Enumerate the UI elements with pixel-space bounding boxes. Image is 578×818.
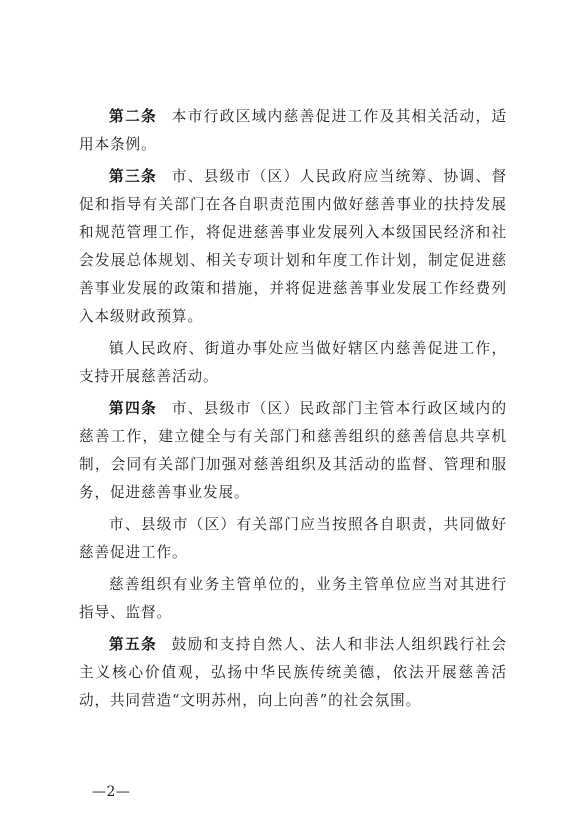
- article-text: 本市行政区域内慈善促进工作及其相关活动，适用本条例。: [79, 108, 507, 153]
- article-3-clause-2: [79, 335, 507, 391]
- paragraph-text: 慈善组织有业务主管单位的，业务主管单位应当对其进行指导、监督。: [79, 576, 507, 621]
- paragraph-text: 镇人民政府、街道办事处应当做好辖区内慈善促进工作，支持开展慈善活动。: [79, 340, 507, 385]
- page-number: —2—: [92, 784, 131, 800]
- paragraph-text: 市、县级市（区）有关部门应当按照各自职责，共同做好慈善促进工作。: [79, 516, 507, 561]
- article-5-paragraph: [79, 631, 507, 715]
- article-number: 第三条: [109, 168, 158, 185]
- article-text: 鼓励和支持自然人、法人和非法人组织践行社会主义核心价值观，弘扬中华民族传统美德，依法开展慈善活动，共同营造“文明苏州，向上向善”的社会氛围。: [79, 636, 507, 709]
- article-text: 市、县级市（区）民政部门主管本行政区域内的慈善工作，建立健全与有关部门和慈善组织的慈善信息共享机制，会同有关部门加强对慈善组织及其活动的监督、管理和服务，促进慈善事业发展。: [79, 400, 507, 501]
- article-number: 第四条: [109, 400, 158, 417]
- article-4-paragraph: [79, 395, 507, 507]
- article-number: 第五条: [109, 636, 158, 653]
- document-body: [79, 103, 507, 719]
- article-text: 市、县级市（区）人民政府应当统筹、协调、督促和指导有关部门在各自职责范围内做好慈善事业的扶持发展和规范管理工作，将促进慈善事业发展列入本级国民经济和社会发展总体规划、相关专项计划和年度工作计划，制定促进慈善事业发展的政策和措施，并将促进慈善事业发展工作经费列入本级财政预算。: [79, 168, 507, 325]
- article-4-clause-2: [79, 511, 507, 567]
- article-2-paragraph: [79, 103, 507, 159]
- article-4-clause-3: [79, 571, 507, 627]
- article-3-paragraph: [79, 163, 507, 331]
- article-number: 第二条: [109, 108, 158, 125]
